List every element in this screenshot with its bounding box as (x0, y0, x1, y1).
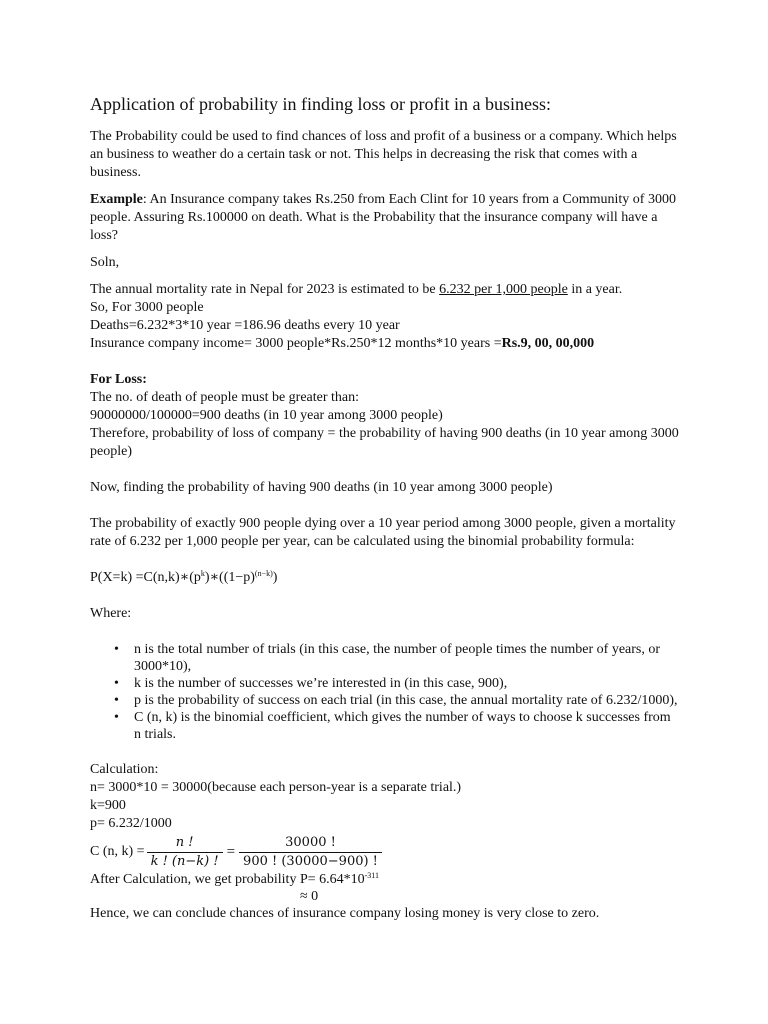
calc-n: n= 3000*10 = 30000(because each person-year is a separate trial.) (90, 780, 462, 795)
list-item: • p is the probability of success on each trial (in this case, the annual mortality rate of 6.232/1000), (134, 692, 680, 709)
binomial-formula (90, 569, 680, 587)
fraction-numeric (239, 835, 382, 870)
list-item: • C (n, k) is the binomial coefficient, which gives the number of ways to choose k successes from n trials. (134, 709, 680, 743)
formula-part-2: )∗((1−p) (204, 570, 255, 585)
income-amount: Rs.9, 00, 00,000 (501, 336, 595, 351)
binomial-intro: The probability of exactly 900 people dying over a 10 year period among 3000 people, given a mortality rate of 6.232 per 1,000 people per year, can be calculated using the binomial probability formula: (90, 516, 676, 549)
approx-zero: ≈ 0 (300, 889, 319, 904)
document-page (90, 92, 680, 923)
deaths-line: Deaths=6.232*3*10 year =186.96 deaths every 10 year (90, 318, 400, 333)
formula-sup-k: k (200, 569, 205, 578)
loss-line-2: 90000000/100000=900 deaths (in 10 year among 3000 people) (90, 408, 443, 423)
conclusion: Hence, we can conclude chances of insurance company losing money is very close to zero. (90, 906, 600, 921)
example-text: : An Insurance company takes Rs.250 from Each Clint for 10 years from a Community of 3000 people. Assuring Rs.100000 on death. What is the Probability that the insurance company will have a loss? (90, 192, 676, 243)
income-text: Insurance company income= 3000 people*Rs.250*12 months*10 years = (90, 336, 502, 351)
fraction-general (147, 835, 223, 870)
fraction-general-numerator: n ! (175, 834, 194, 850)
loss-heading-text: For Loss: (90, 372, 147, 387)
income-line (90, 335, 680, 353)
soln-label: Soln, (90, 255, 120, 270)
list-item: • k is the number of successes we’re interested in (in this case, 900), (134, 675, 680, 692)
intro-paragraph: The Probability could be used to find chances of loss and profit of a business or a company. Which helps an business to weather do a certain task or not. This helps in decreasing the risk that comes with a business. (90, 129, 677, 180)
mortality-rate-link: 6.232 per 1,000 people (439, 282, 568, 297)
list-item: • n is the total number of trials (in this case, the number of people times the number of years, or 3000*10), (134, 641, 680, 675)
fraction-general-denominator: k ! (n−k) ! (147, 852, 223, 870)
loss-line-3: Therefore, probability of loss of company = the probability of having 900 deaths (in 10 year among 3000 people) (90, 426, 679, 459)
definition-list (90, 641, 680, 743)
equals-sign: = (226, 843, 236, 860)
mortality-text: The annual mortality rate in Nepal for 2023 is estimated to be (90, 282, 440, 297)
loss-heading (90, 371, 680, 389)
formula-sup-n-k: (n−k) (254, 569, 273, 578)
fraction-numeric-numerator: 30000 ! (285, 834, 336, 850)
mortality-suffix: in a year. (567, 282, 623, 297)
formula-part-1: P(X=k) =C(n,k)∗(p (90, 570, 201, 585)
calc-k: k=900 (90, 798, 126, 813)
page-title: Application of probability in finding loss or profit in a business: (90, 94, 551, 114)
calc-p: p= 6.232/1000 (90, 816, 172, 831)
after-calculation-line (90, 871, 680, 889)
for-3000-line: So, For 3000 people (90, 300, 204, 315)
now-line: Now, finding the probability of having 900 deaths (in 10 year among 3000 people) (90, 480, 553, 495)
fraction-numeric-denominator: 900 ! (30000−900) ! (239, 852, 382, 870)
after-calc-text: After Calculation, we get probability P= 6.64*10 (90, 872, 365, 887)
binomial-coefficient-formula (90, 833, 680, 871)
loss-line-1: The no. of death of people must be greater than: (90, 390, 360, 405)
formula-part-3: ) (272, 570, 278, 585)
exponent: -311 (364, 871, 379, 880)
example-paragraph (90, 191, 680, 245)
mortality-line (90, 281, 680, 299)
calculation-heading: Calculation: (90, 762, 159, 777)
c-label: C (n, k) = (90, 844, 145, 859)
example-label: Example (90, 192, 143, 207)
where-label: Where: (90, 606, 132, 621)
